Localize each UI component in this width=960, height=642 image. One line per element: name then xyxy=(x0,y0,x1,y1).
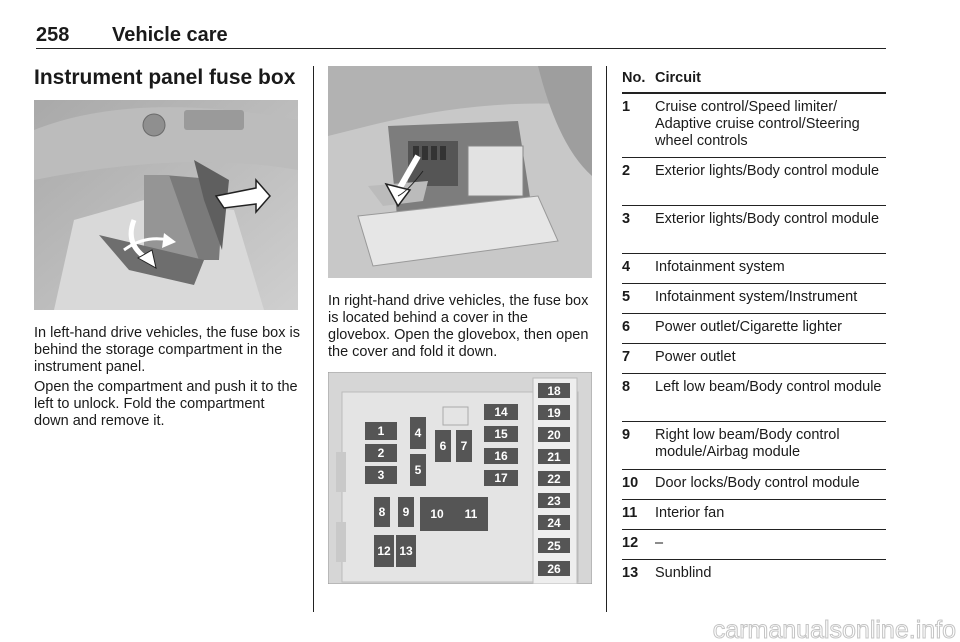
fuse-label-13: 13 xyxy=(399,544,413,558)
lhd-location-text: In left-hand drive vehicles, the fuse box is behind the storage compartment in the instrument panel. xyxy=(34,325,300,375)
section-title: Instrument panel fuse box xyxy=(34,66,296,89)
page-number: 258 xyxy=(36,24,70,46)
fuse-circuit: Infotainment system/Instrument xyxy=(655,289,858,305)
table-row xyxy=(622,206,886,254)
fuse-label-14: 14 xyxy=(494,405,508,419)
table-row xyxy=(622,344,886,374)
table-row xyxy=(622,560,886,589)
fuse-circuit: Door locks/Body control module xyxy=(655,475,860,491)
fuse-label-5: 5 xyxy=(414,463,422,477)
fuse-number: 9 xyxy=(622,427,631,443)
fuse-circuit: Sunblind xyxy=(655,565,712,581)
fuse-label-15: 15 xyxy=(494,427,508,441)
rhd-glovebox-photo xyxy=(328,66,592,278)
watermark xyxy=(660,612,960,642)
fuse-circuit: Power outlet xyxy=(655,349,736,365)
table-row xyxy=(622,314,886,344)
fuse-circuit: Exterior lights/Body control module xyxy=(655,211,880,227)
table-row xyxy=(622,94,886,158)
fuse-circuit: – xyxy=(655,535,664,551)
column-header-circuit: Circuit xyxy=(655,70,701,86)
fuse-number: 2 xyxy=(622,163,631,179)
fuse-circuit: Left low beam/Body control module xyxy=(655,379,882,395)
fuse-circuit: Power outlet/Cigarette lighter xyxy=(655,319,842,335)
column-divider-right xyxy=(606,66,607,612)
page-header xyxy=(36,22,886,49)
fuse-number: 4 xyxy=(622,259,631,275)
fuse-label-16: 16 xyxy=(494,449,508,463)
lhd-compartment-photo xyxy=(34,100,298,310)
page-title: Vehicle care xyxy=(112,24,228,46)
fuse-number: 10 xyxy=(622,475,639,491)
fuse-label-20: 20 xyxy=(547,428,561,442)
watermark-text: carmanualsonline.info xyxy=(712,616,956,642)
fuse-number: 6 xyxy=(622,319,631,335)
table-row xyxy=(622,530,886,560)
table-row xyxy=(622,470,886,500)
fuse-number: 13 xyxy=(622,565,639,581)
fuse-number: 3 xyxy=(622,211,631,227)
fuse-label-18: 18 xyxy=(547,384,561,398)
fuse-label-1: 1 xyxy=(377,424,385,438)
table-row xyxy=(622,254,886,284)
fuse-label-23: 23 xyxy=(547,494,561,508)
table-row xyxy=(622,500,886,530)
rhd-location-text: In right-hand drive vehicles, the fuse box is located behind a cover in the glovebox. Open the glovebox, then open the cover and fold it down. xyxy=(328,293,589,360)
fuse-label-25: 25 xyxy=(547,539,561,553)
fuse-circuit-table xyxy=(622,68,886,589)
fuse-label-2: 2 xyxy=(377,446,385,460)
fuse-label-11: 11 xyxy=(464,507,478,521)
column-header-no: No. xyxy=(622,70,646,86)
lhd-open-instructions: Open the compartment and push it to the left to unlock. Fold the compartment down and remove it. xyxy=(34,379,298,429)
fuse-label-19: 19 xyxy=(547,406,561,420)
table-row xyxy=(622,158,886,206)
fuse-number: 7 xyxy=(622,349,631,365)
fuse-box-diagram xyxy=(328,372,592,584)
fuse-circuit: Infotainment system xyxy=(655,259,785,275)
fuse-label-10: 10 xyxy=(430,507,444,521)
fuse-number: 11 xyxy=(622,505,638,521)
fuse-label-9: 9 xyxy=(402,505,410,519)
fuse-label-8: 8 xyxy=(378,505,386,519)
fuse-number: 8 xyxy=(622,379,631,395)
fuse-number: 5 xyxy=(622,289,631,305)
fuse-label-12: 12 xyxy=(377,544,391,558)
fuse-label-24: 24 xyxy=(547,516,561,530)
table-header xyxy=(622,68,886,94)
fuse-label-6: 6 xyxy=(439,439,447,453)
fuse-label-26: 26 xyxy=(547,562,561,576)
fuse-circuit: Cruise control/Speed limiter/ Adaptive cruise control/Steering wheel controls xyxy=(655,99,860,149)
fuse-label-7: 7 xyxy=(460,439,468,453)
table-row xyxy=(622,422,886,470)
fuse-circuit: Right low beam/Body control module/Airbag module xyxy=(655,427,840,460)
table-row xyxy=(622,284,886,314)
fuse-label-17: 17 xyxy=(494,471,508,485)
fuse-label-3: 3 xyxy=(377,468,385,482)
fuse-number: 1 xyxy=(622,99,631,115)
table-row xyxy=(622,374,886,422)
fuse-label-22: 22 xyxy=(547,472,561,486)
fuse-circuit: Interior fan xyxy=(655,505,725,521)
fuse-number: 12 xyxy=(622,535,639,551)
fuse-label-21: 21 xyxy=(547,450,561,464)
fuse-label-4: 4 xyxy=(414,426,422,440)
column-divider-left xyxy=(313,66,314,612)
fuse-circuit: Exterior lights/Body control module xyxy=(655,163,880,179)
